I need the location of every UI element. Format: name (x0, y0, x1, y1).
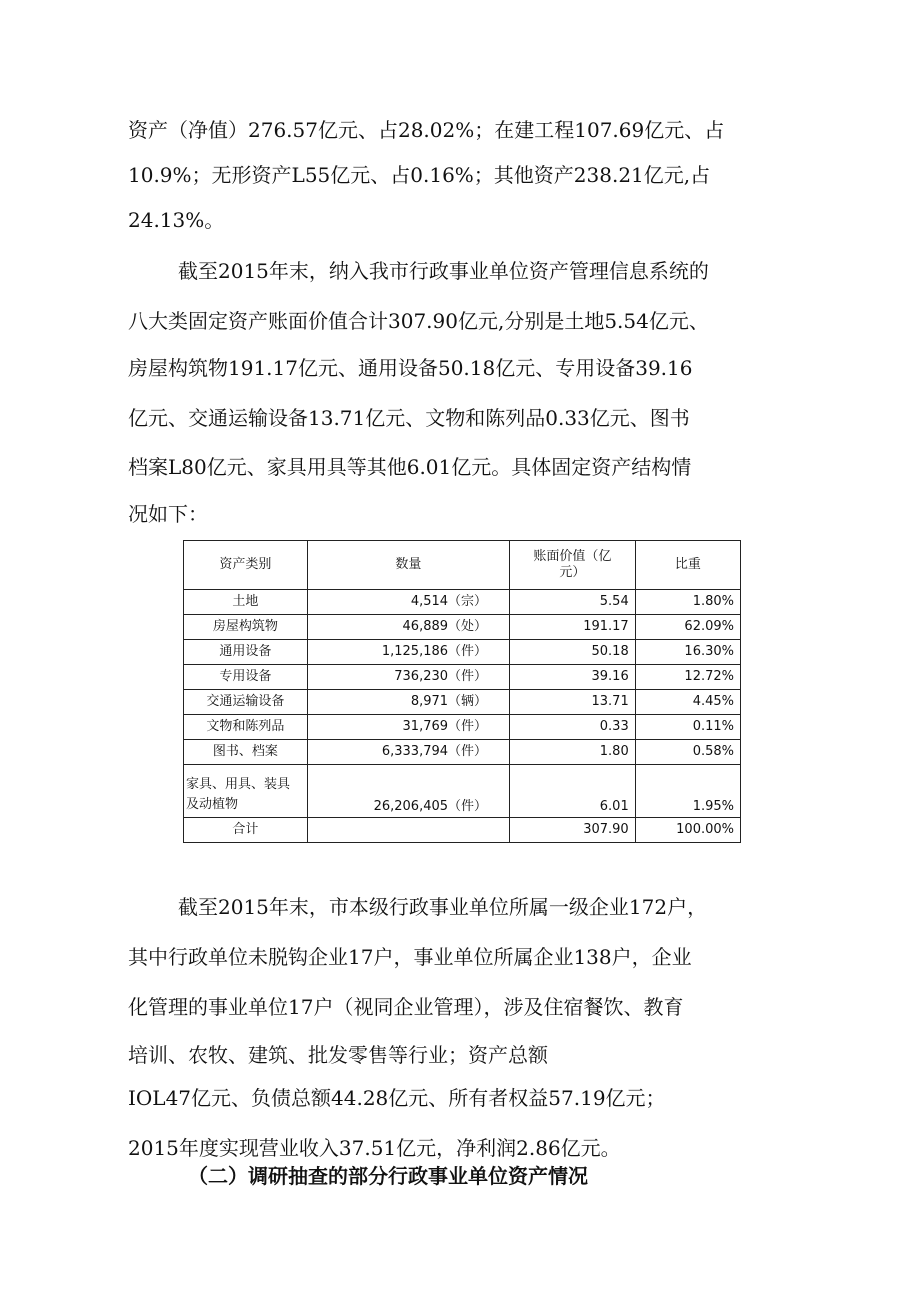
header-value: 账面价值（亿元） (510, 541, 636, 590)
paragraph-line: 截至2015年末，市本级行政事业单位所属一级企业172户， (178, 895, 708, 919)
paragraph-line: 房屋构筑物191.17亿元、通用设备50.18亿元、专用设备39.16 (128, 356, 693, 380)
cell-quantity: 4,514（宗） (307, 590, 509, 615)
cell-share: 1.95% (635, 765, 740, 818)
paragraph-line: 八大类固定资产账面价值合计307.90亿元,分别是土地5.54亿元、 (128, 309, 709, 333)
paragraph-line: 其中行政单位未脱钩企业17户，事业单位所属企业138户，企业 (128, 945, 692, 969)
paragraph-line: 化管理的事业单位17户（视同企业管理），涉及住宿餐饮、教育 (128, 995, 684, 1019)
paragraph-line: IOL47亿元、负债总额44.28亿元、所有者权益57.19亿元； (128, 1086, 666, 1110)
cell-share: 0.58% (635, 740, 740, 765)
cell-share: 12.72% (635, 665, 740, 690)
cell-quantity: 1,125,186（件） (307, 640, 509, 665)
cell-share: 16.30% (635, 640, 740, 665)
table-row (184, 690, 741, 715)
cell-category: 专用设备 (184, 665, 308, 690)
cell-value: 50.18 (510, 640, 636, 665)
cell-category: 家具、用具、装具及动植物 (184, 765, 308, 818)
cell-share: 1.80% (635, 590, 740, 615)
paragraph-line: 截至2015年末，纳入我市行政事业单位资产管理信息系统的 (178, 259, 709, 283)
cell-quantity (307, 818, 509, 843)
paragraph-line: 培训、农牧、建筑、批发零售等行业；资产总额 (128, 1043, 548, 1067)
paragraph-line: 2015年度实现营业收入37.51亿元，净利润2.86亿元。 (128, 1136, 621, 1160)
cell-category: 通用设备 (184, 640, 308, 665)
cell-value: 39.16 (510, 665, 636, 690)
table-row (184, 615, 741, 640)
paragraph-line: 况如下： (128, 502, 208, 526)
cell-category: 房屋构筑物 (184, 615, 308, 640)
paragraph-line: 亿元、交通运输设备13.71亿元、文物和陈列品0.33亿元、图书 (128, 406, 690, 430)
fixed-assets-table (183, 540, 741, 843)
section-heading: （二）调研抽查的部分行政事业单位资产情况 (188, 1164, 588, 1188)
table-header-row (184, 541, 741, 590)
cell-value: 307.90 (510, 818, 636, 843)
cell-quantity: 26,206,405（件） (307, 765, 509, 818)
cell-value: 5.54 (510, 590, 636, 615)
table-row (184, 640, 741, 665)
header-category: 资产类别 (184, 541, 308, 590)
cell-quantity: 46,889（处） (307, 615, 509, 640)
table-row (184, 740, 741, 765)
cell-share: 4.45% (635, 690, 740, 715)
table-row (184, 765, 741, 818)
paragraph-line: 资产（净值）276.57亿元、占28.02%；在建工程107.69亿元、占 (128, 118, 725, 142)
table-total-row (184, 818, 741, 843)
cell-quantity: 736,230（件） (307, 665, 509, 690)
cell-share: 0.11% (635, 715, 740, 740)
paragraph-line: 24.13%。 (128, 208, 225, 232)
cell-quantity: 6,333,794（件） (307, 740, 509, 765)
paragraph-line: 档案L80亿元、家具用具等其他6.01亿元。具体固定资产结构情 (128, 455, 692, 479)
header-quantity: 数量 (307, 541, 509, 590)
cell-value: 0.33 (510, 715, 636, 740)
cell-quantity: 31,769（件） (307, 715, 509, 740)
cell-share: 100.00% (635, 818, 740, 843)
cell-category: 文物和陈列品 (184, 715, 308, 740)
cell-value: 191.17 (510, 615, 636, 640)
paragraph-line: 10.9%；无形资产L55亿元、占0.16%；其他资产238.21亿元,占 (128, 163, 711, 187)
cell-category: 合计 (184, 818, 308, 843)
cell-quantity: 8,971（辆） (307, 690, 509, 715)
cell-category: 交通运输设备 (184, 690, 308, 715)
table-row (184, 665, 741, 690)
table-row (184, 590, 741, 615)
cell-value: 6.01 (510, 765, 636, 818)
table-row (184, 715, 741, 740)
cell-value: 13.71 (510, 690, 636, 715)
cell-category: 图书、档案 (184, 740, 308, 765)
cell-value: 1.80 (510, 740, 636, 765)
header-share: 比重 (635, 541, 740, 590)
cell-share: 62.09% (635, 615, 740, 640)
cell-category: 土地 (184, 590, 308, 615)
